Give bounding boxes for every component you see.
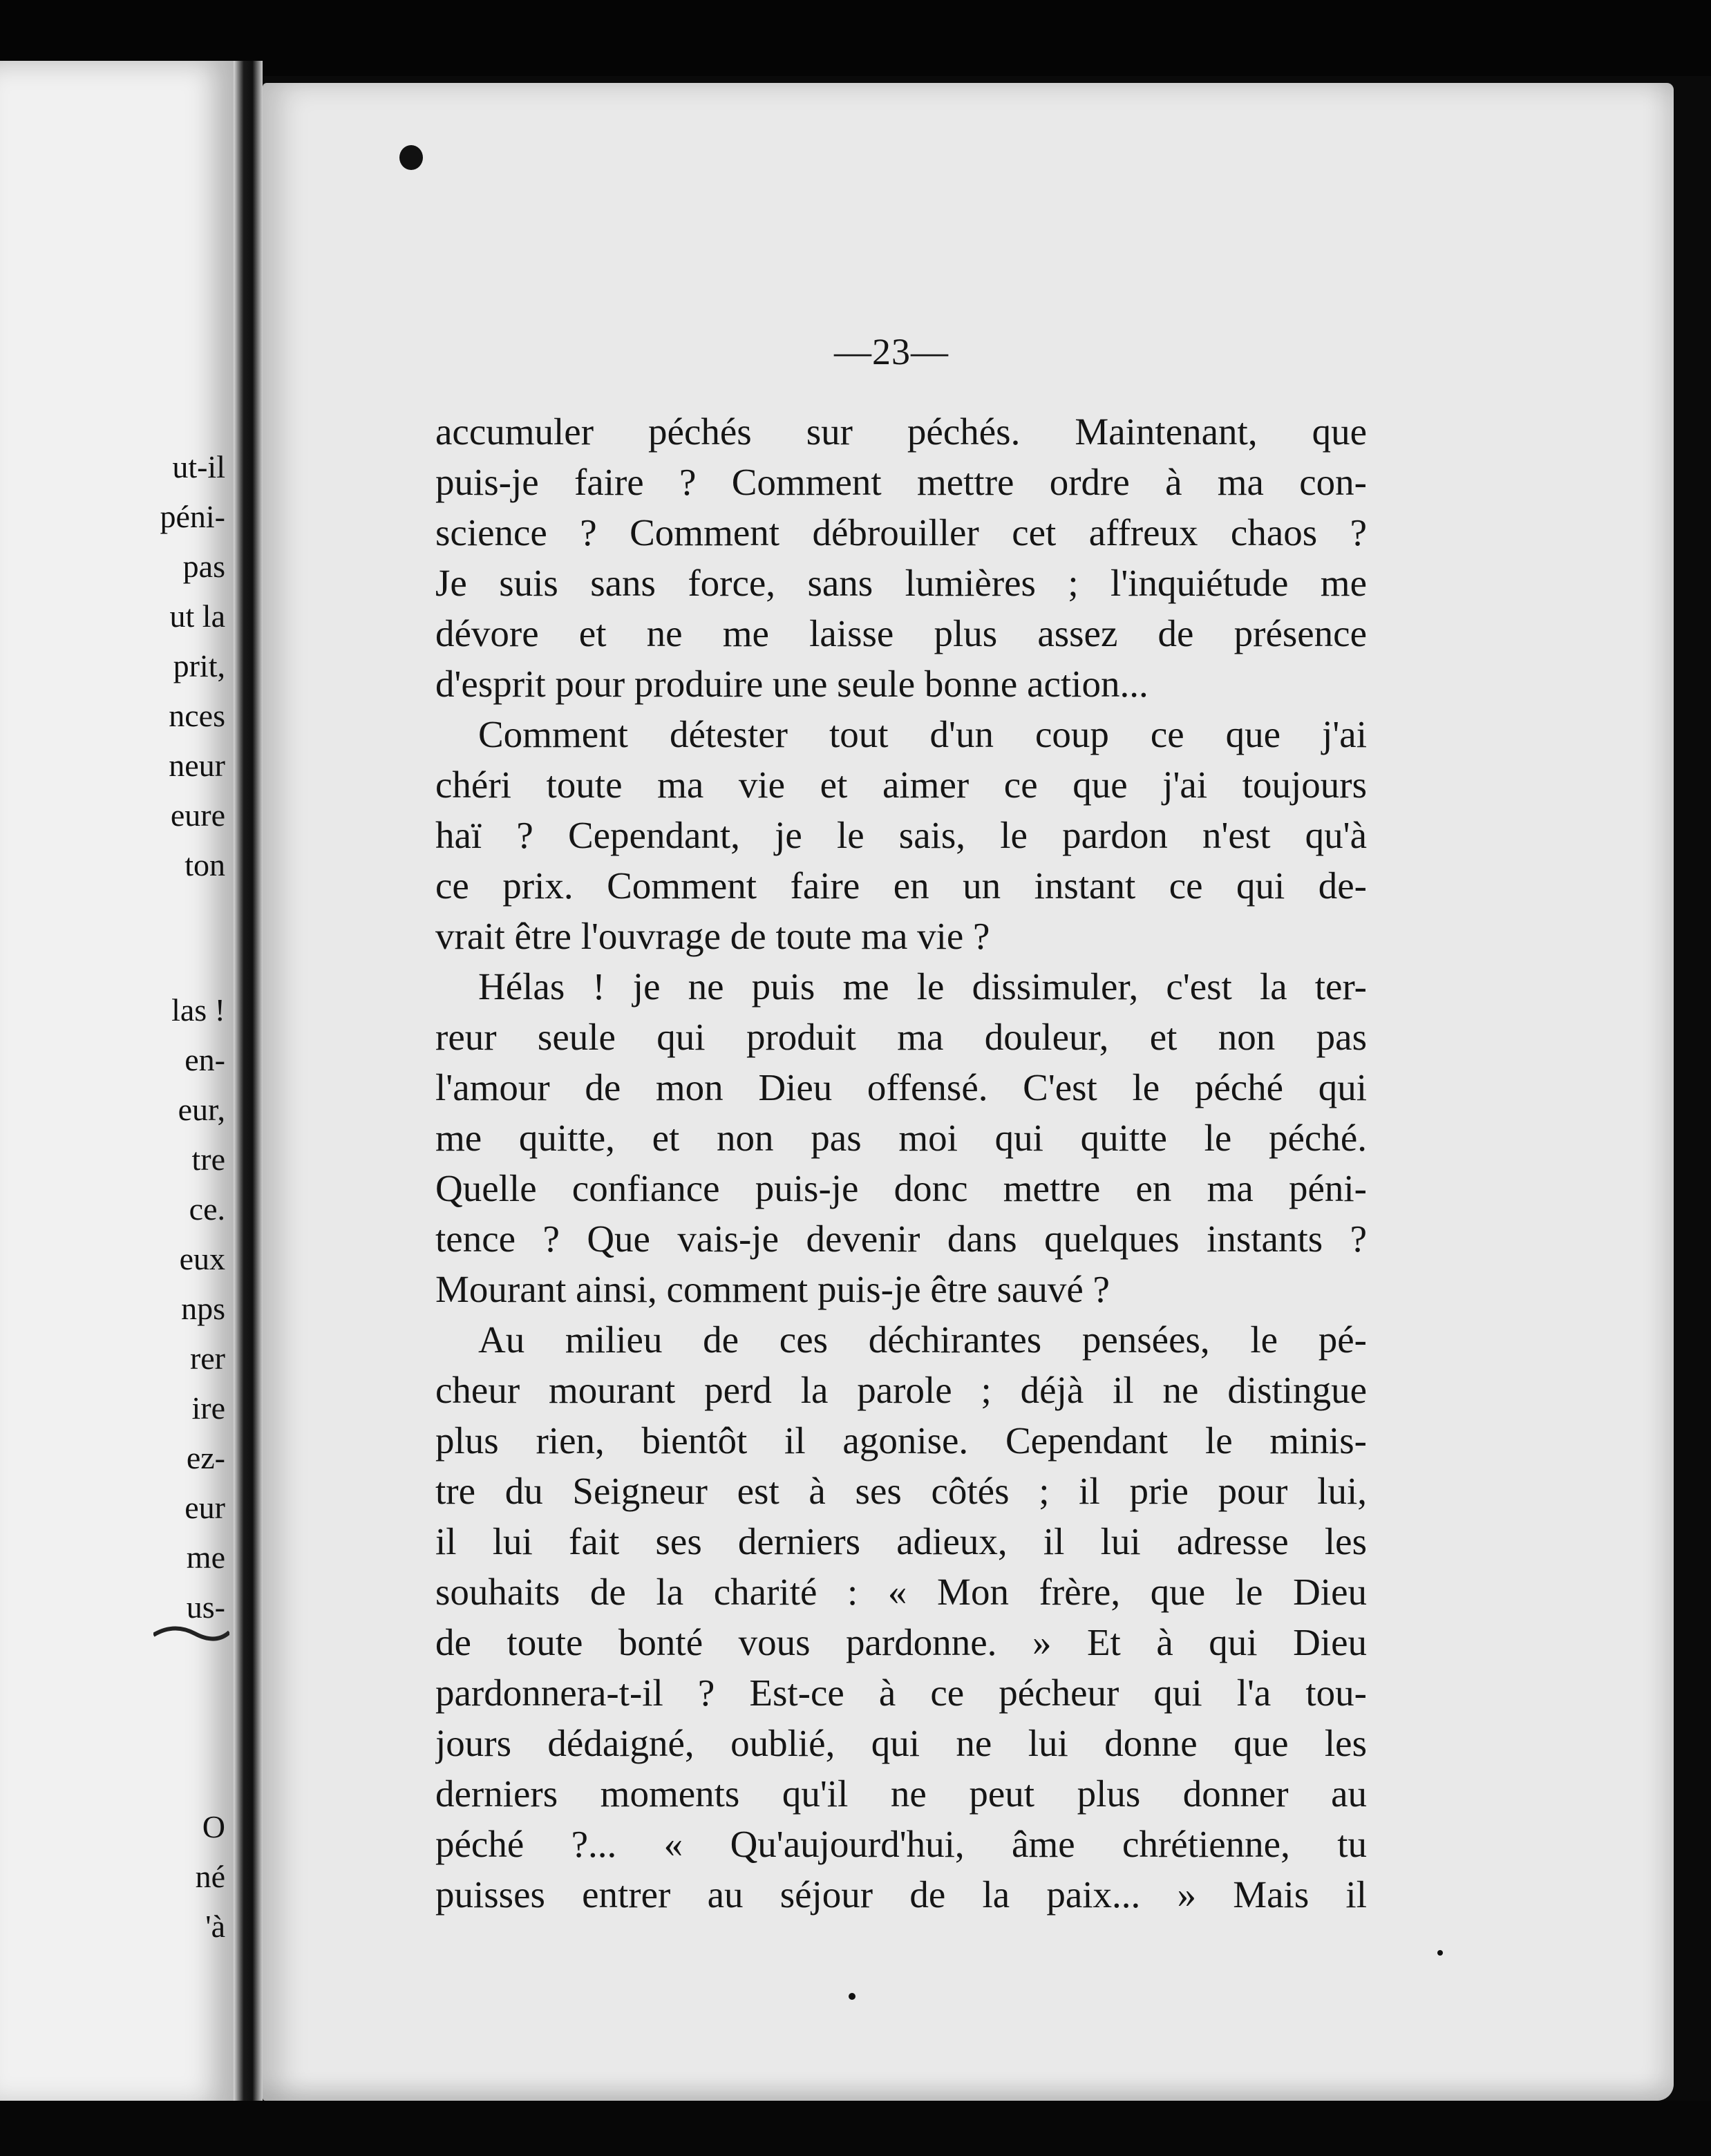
text-line: puis-je faire ? Comment mettre ordre à ma con- <box>435 461 1367 503</box>
left-page <box>0 61 235 2106</box>
left-line: nps <box>181 1291 225 1326</box>
text-line: souhaits de la charité : « Mon frère, que le Dieu <box>435 1571 1367 1613</box>
left-line: eur, <box>178 1092 225 1127</box>
left-line: ez- <box>186 1440 225 1475</box>
left-line: ton <box>185 847 225 882</box>
paragraph-first-line: Comment détester tout d'un coup ce que j'ai <box>478 713 1367 755</box>
left-line: pas <box>182 549 225 584</box>
text-line: me quitte, et non pas moi qui quitte le péché. <box>435 1117 1367 1159</box>
text-line: jours dédaigné, oublié, qui ne lui donne que les <box>435 1722 1367 1764</box>
text-line: haï ? Cependant, je le sais, le pardon n'est qu'à <box>435 814 1367 856</box>
left-line: ce. <box>189 1191 225 1227</box>
text-line: ce prix. Comment faire en un instant ce qui de- <box>435 864 1367 907</box>
left-line: ire <box>191 1390 225 1426</box>
text-line: plus rien, bientôt il agonise. Cependant le minis- <box>435 1419 1367 1462</box>
text-line: cheur mourant perd la parole ; déjà il ne distingue <box>435 1369 1367 1411</box>
text-line: reur seule qui produit ma douleur, et non pas <box>435 1016 1367 1058</box>
paragraph-first-line: Hélas ! je ne puis me le dissimuler, c'est la ter- <box>478 965 1367 1008</box>
left-line: eur <box>185 1490 225 1525</box>
text-line: Quelle confiance puis-je donc mettre en ma péni- <box>435 1167 1367 1209</box>
left-line: en- <box>185 1042 225 1077</box>
text-line: pardonnera-t-il ? Est-ce à ce pécheur qui l'a tou- <box>435 1672 1367 1714</box>
ink-spot <box>849 1993 856 2000</box>
ink-spot <box>399 145 423 170</box>
left-line: 'à <box>205 1909 225 1944</box>
text-line: tre du Seigneur est à ses côtés ; il prie pour lui, <box>435 1470 1367 1512</box>
ink-spot <box>1437 1950 1443 1956</box>
left-line: ut la <box>169 598 225 634</box>
left-line: rer <box>189 1341 225 1376</box>
page-number: —23— <box>834 331 949 372</box>
text-line: Mourant ainsi, comment puis-je être sauvé ? <box>435 1268 1110 1310</box>
scan-bottom-border <box>0 2101 1711 2156</box>
left-line: nces <box>169 698 225 733</box>
text-line: péché ?... « Qu'aujourd'hui, âme chrétienne, tu <box>435 1823 1367 1865</box>
left-line: eux <box>179 1241 225 1276</box>
paragraph-first-line: Au milieu de ces déchirantes pensées, le pé- <box>478 1318 1367 1361</box>
text-line: puisses entrer au séjour de la paix... » Mais il <box>435 1873 1367 1916</box>
left-line: péni- <box>160 499 225 534</box>
left-line: neur <box>169 748 225 783</box>
text-line: science ? Comment débrouiller cet affreux chaos ? <box>435 511 1367 554</box>
left-line: tre <box>191 1142 225 1177</box>
left-line: prit, <box>173 648 225 683</box>
book-spine-gutter <box>234 61 263 2106</box>
left-line: us- <box>186 1589 225 1625</box>
text-line: dévore et ne me laisse plus assez de présence <box>435 612 1367 654</box>
left-line: eure <box>170 797 225 833</box>
left-line: me <box>186 1540 225 1575</box>
text-line: l'amour de mon Dieu offensé. C'est le péché qui <box>435 1066 1367 1108</box>
left-line: las ! <box>171 992 225 1028</box>
text-line: chéri toute ma vie et aimer ce que j'ai toujours <box>435 764 1367 806</box>
ornament-flourish-icon <box>153 1621 229 1649</box>
text-line: Je suis sans force, sans lumières ; l'inquiétude me <box>435 562 1367 604</box>
text-line: accumuler péchés sur péchés. Maintenant, que <box>435 410 1367 453</box>
left-line: O <box>202 1809 225 1844</box>
text-line: vrait être l'ouvrage de toute ma vie ? <box>435 915 990 957</box>
left-line: ut-il <box>172 449 225 484</box>
text-line: tence ? Que vais-je devenir dans quelques instants ? <box>435 1218 1367 1260</box>
text-line: de toute bonté vous pardonne. » Et à qui Dieu <box>435 1621 1367 1663</box>
left-line: né <box>195 1859 225 1894</box>
text-line: d'esprit pour produire une seule bonne action... <box>435 663 1148 705</box>
text-line: il lui fait ses derniers adieux, il lui adresse les <box>435 1520 1367 1562</box>
text-line: derniers moments qu'il ne peut plus donner au <box>435 1772 1367 1815</box>
